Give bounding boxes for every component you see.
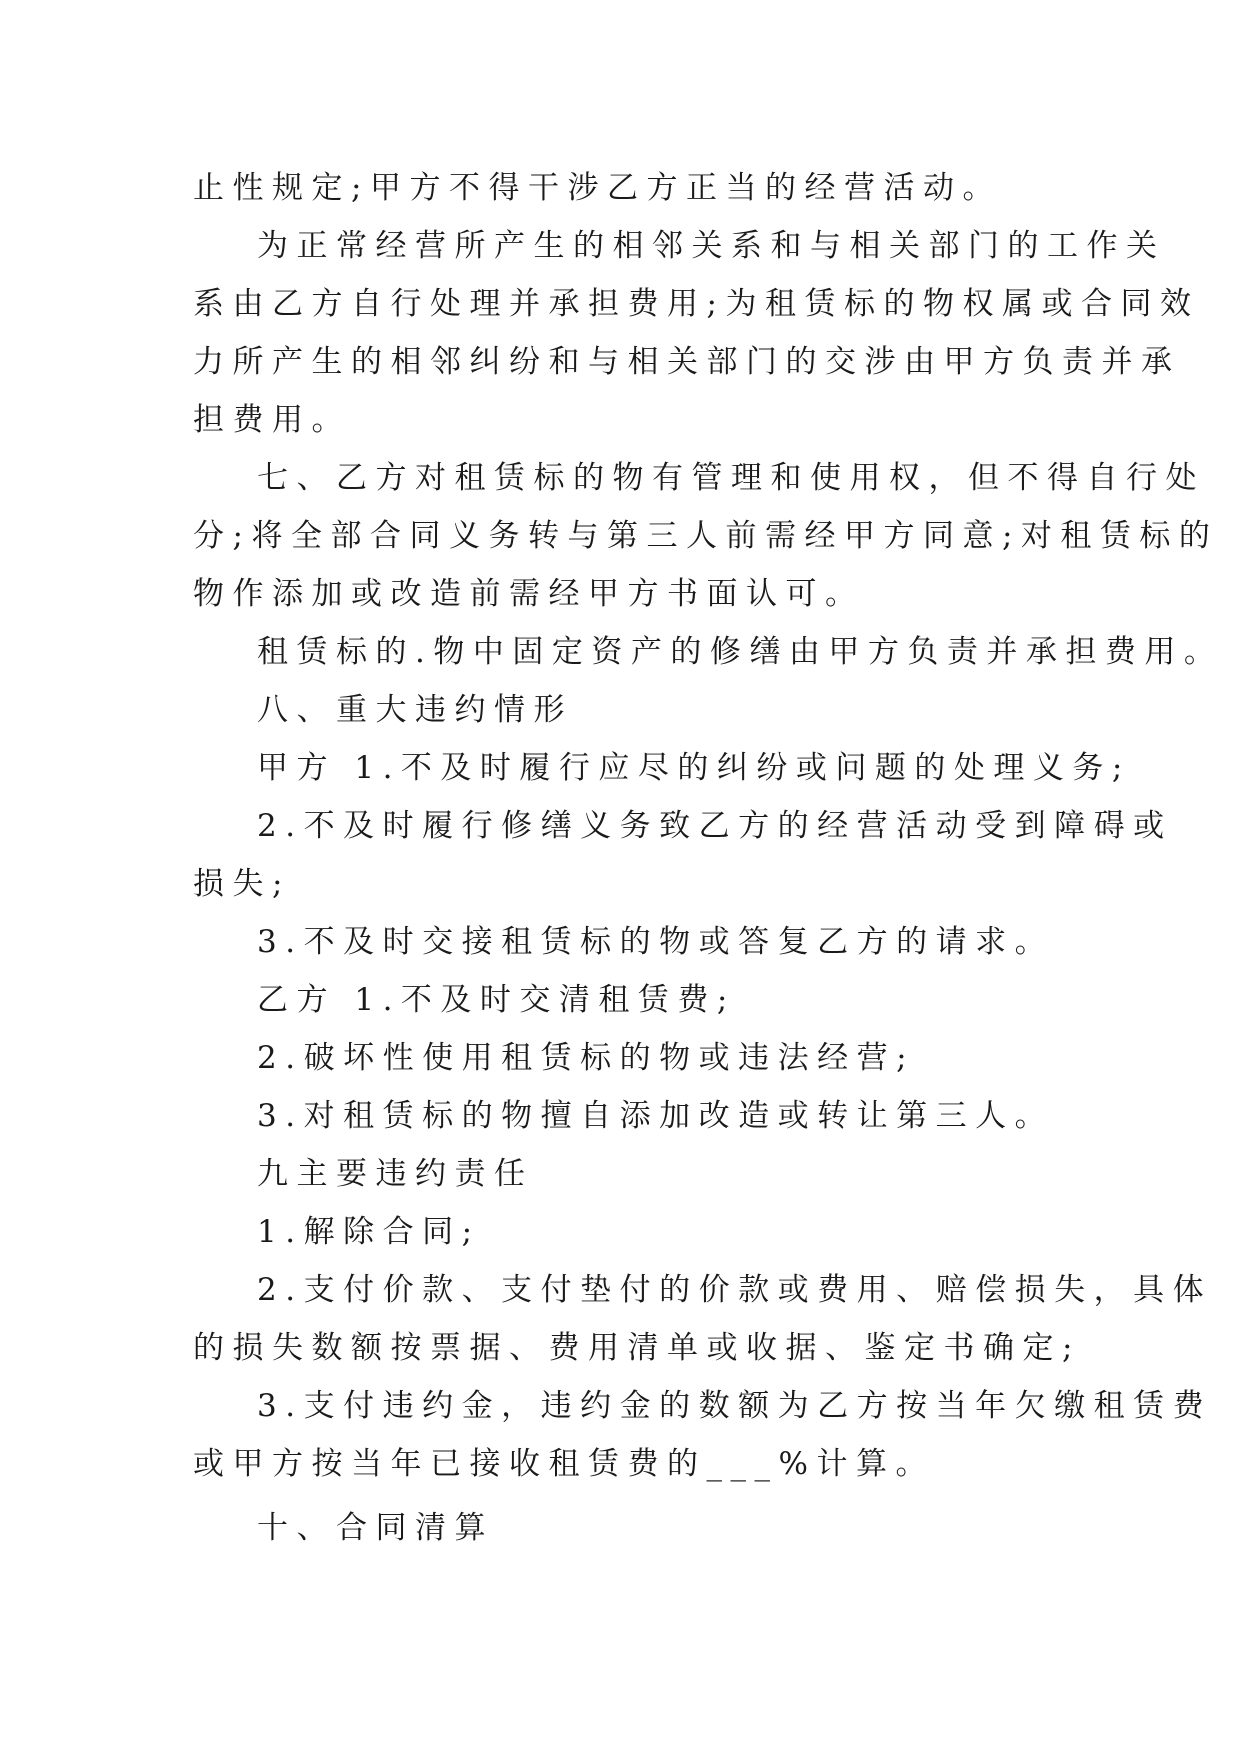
text-line: 物作添加或改造前需经甲方书面认可。 [193, 576, 865, 612]
text-line: 止性规定;甲方不得干涉乙方正当的经营活动。 [193, 170, 1002, 206]
text-line: 或甲方按当年已接收租赁费的___%计算。 [193, 1446, 935, 1482]
text-line: 租赁标的.物中固定资产的修缮由甲方负责并承担费用。 [257, 634, 1224, 670]
text-line: 2.支付价款、支付垫付的价款或费用、赔偿损失，具体 [257, 1272, 1213, 1308]
text-line: 系由乙方自行处理并承担费用;为租赁标的物权属或合同效 [193, 286, 1200, 322]
text-line: 力所产生的相邻纠纷和与相关部门的交涉由甲方负责并承 [193, 344, 1181, 380]
text-line: 3.支付违约金，违约金的数额为乙方按当年欠缴租赁费 [257, 1388, 1213, 1424]
text-line: 损失; [193, 866, 291, 902]
text-line: 2.不及时履行修缮义务致乙方的经营活动受到障碍或 [257, 808, 1173, 844]
section-heading: 九主要违约责任 [257, 1156, 534, 1192]
text-line: 的损失数额按票据、费用清单或收据、鉴定书确定; [193, 1330, 1081, 1366]
text-line: 担费用。 [193, 402, 351, 438]
text-line: 3.对租赁标的物擅自添加改造或转让第三人。 [257, 1098, 1055, 1134]
text-line: 为正常经营所产生的相邻关系和与相关部门的工作关 [257, 228, 1166, 264]
section-heading: 八、重大违约情形 [257, 692, 573, 728]
text-line: 七、乙方对租赁标的物有管理和使用权，但不得自行处 [257, 460, 1205, 496]
text-line: 乙方 1.不及时交清租赁费; [257, 982, 736, 1018]
text-line: 3.不及时交接租赁标的物或答复乙方的请求。 [257, 924, 1055, 960]
text-line: 分;将全部合同义务转与第三人前需经甲方同意;对租赁标的 [193, 518, 1219, 554]
section-heading: 十、合同清算 [257, 1510, 494, 1546]
text-line: 甲方 1.不及时履行应尽的纠纷或问题的处理义务; [257, 750, 1131, 786]
text-line: 1.解除合同; [257, 1214, 481, 1250]
text-line: 2.破坏性使用租赁标的物或违法经营; [257, 1040, 916, 1076]
